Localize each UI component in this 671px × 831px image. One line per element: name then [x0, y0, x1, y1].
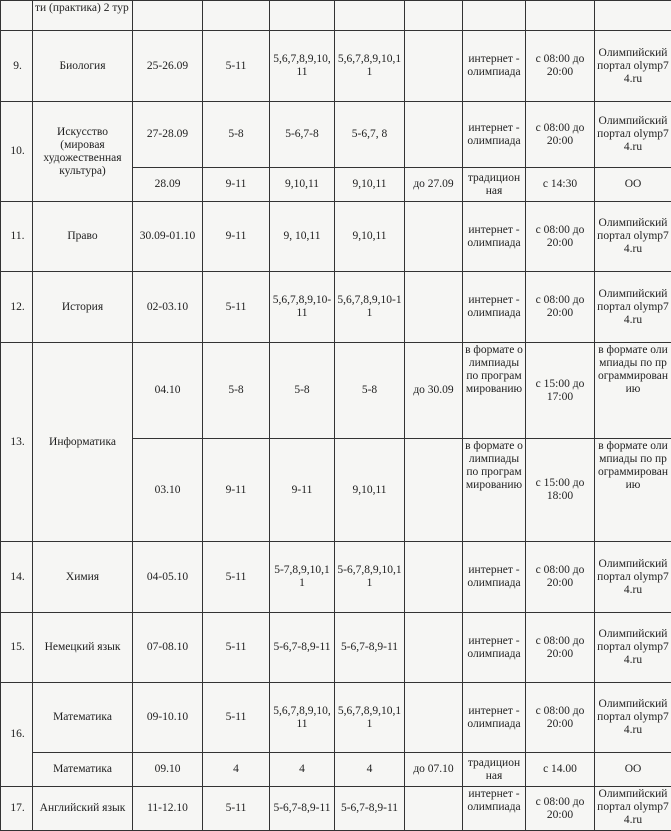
table-row: [1, 272, 671, 343]
subject-cell: Английский язык: [33, 787, 133, 831]
grades-cell: 5-7,8,9,10,11: [270, 542, 335, 613]
grades-cell: 9,10,11: [335, 168, 405, 202]
format-cell: интернет - олимпиада: [463, 31, 526, 102]
classes-cell: 5-11: [203, 683, 270, 753]
date-cell: 07-08.10: [133, 613, 203, 683]
grades-cell: 9, 10,11: [270, 202, 335, 272]
date-cell: 04-05.10: [133, 542, 203, 613]
place-cell: ОО: [595, 753, 671, 787]
classes-cell: 5-11: [203, 542, 270, 613]
date-cell: 25-26.09: [133, 31, 203, 102]
grades-cell: 5-8: [335, 343, 405, 439]
date-cell: 27-28.09: [133, 102, 203, 168]
subject-cell: Математика: [33, 753, 133, 787]
deadline-cell: [405, 31, 463, 102]
format-cell: интернет - олимпиада: [463, 272, 526, 343]
place-cell: Олимпийский портал olymp74.ru: [595, 683, 671, 753]
format-cell: интернет - олимпиада: [463, 613, 526, 683]
time-cell: с 08:00 до 20:00: [526, 542, 595, 613]
table-row: [1, 613, 671, 683]
grades-cell: 5,6,7,8,9,10-11: [335, 272, 405, 343]
subject-cell: Математика: [33, 683, 133, 753]
classes-cell: 5-11: [203, 272, 270, 343]
classes-cell: 5-8: [203, 343, 270, 439]
classes-cell: 5-8: [203, 102, 270, 168]
table-row: [1, 787, 671, 831]
time-cell: с 14.00: [526, 753, 595, 787]
classes-cell: 9-11: [203, 439, 270, 542]
format-cell: интернет - олимпиада: [463, 787, 526, 831]
date-cell: 02-03.10: [133, 272, 203, 343]
row-number: 17.: [1, 787, 33, 831]
date-cell: 03.10: [133, 439, 203, 542]
time-cell: с 08:00 до 20:00: [526, 613, 595, 683]
place-cell: в формате олимпиады по программированию: [595, 439, 671, 542]
time-cell: с 08:00 до 20:00: [526, 683, 595, 753]
grades-cell: 5,6,7,8,9,10,11: [335, 31, 405, 102]
deadline-cell: [405, 202, 463, 272]
place-cell: Олимпийский портал olymp74.ru: [595, 542, 671, 613]
date-cell: 09-10.10: [133, 683, 203, 753]
grades-cell: 5,6,7,8,9,10,11: [335, 683, 405, 753]
grades-cell: 5,6,7,8,9,10,11: [270, 683, 335, 753]
format-cell: интернет - олимпиада: [463, 102, 526, 168]
format-cell: традиционная: [463, 753, 526, 787]
format-cell: в формате олимпиады по программированию: [463, 439, 526, 542]
classes-cell: 4: [203, 753, 270, 787]
place-cell: Олимпийский портал olymp74.ru: [595, 31, 671, 102]
table-row: [1, 542, 671, 613]
format-cell: интернет - олимпиада: [463, 202, 526, 272]
grades-cell: 5-6,7-8: [270, 102, 335, 168]
row-number: 11.: [1, 202, 33, 272]
row-number: 9.: [1, 31, 33, 102]
table-row: [1, 31, 671, 102]
format-cell: традиционная: [463, 168, 526, 202]
date-cell: 04.10: [133, 343, 203, 439]
time-cell: с 15:00 до 17:00: [526, 343, 595, 439]
row-number: 16.: [1, 683, 33, 787]
grades-cell: 9,10,11: [335, 439, 405, 542]
grades-cell: 4: [335, 753, 405, 787]
deadline-cell: [405, 439, 463, 542]
table-row: [1, 102, 671, 168]
deadline-cell: [405, 272, 463, 343]
time-cell: с 08:00 до 20:00: [526, 31, 595, 102]
deadline-cell: до 07.10: [405, 753, 463, 787]
classes-cell: 5-11: [203, 787, 270, 831]
subject-cell: Информатика: [33, 343, 133, 542]
row-number: 13.: [1, 343, 33, 542]
grades-cell: 5-6,7,8,9,10,11: [335, 542, 405, 613]
grades-cell: 5,6,7,8,9,10-11: [270, 272, 335, 343]
deadline-cell: [405, 787, 463, 831]
grades-cell: 4: [270, 753, 335, 787]
place-cell: в формате олимпиады по программированию: [595, 343, 671, 439]
time-cell: с 14:30: [526, 168, 595, 202]
place-cell: Олимпийский портал olymp74.ru: [595, 202, 671, 272]
format-cell: интернет - олимпиада: [463, 542, 526, 613]
subject-cell: ти (практика) 2 тур: [33, 1, 133, 31]
grades-cell: 5-6,7-8,9-11: [335, 787, 405, 831]
subject-cell: Химия: [33, 542, 133, 613]
table-row: [1, 202, 671, 272]
date-cell: 09.10: [133, 753, 203, 787]
place-cell: Олимпийский портал olymp74.ru: [595, 102, 671, 168]
grades-cell: 9,10,11: [270, 168, 335, 202]
subject-cell: Искусство (мировая художественная культура): [33, 102, 133, 202]
date-cell: 28.09: [133, 168, 203, 202]
table-row: [1, 1, 671, 31]
grades-cell: 9-11: [270, 439, 335, 542]
deadline-cell: до 30.09: [405, 343, 463, 439]
row-number: 15.: [1, 613, 33, 683]
classes-cell: 9-11: [203, 168, 270, 202]
deadline-cell: [405, 102, 463, 168]
deadline-cell: [405, 613, 463, 683]
grades-cell: 5-6,7-8,9-11: [270, 613, 335, 683]
subject-cell: Право: [33, 202, 133, 272]
grades-cell: 5,6,7,8,9,10,11: [270, 31, 335, 102]
table-row: [1, 343, 671, 439]
deadline-cell: [405, 542, 463, 613]
deadline-cell: до 27.09: [405, 168, 463, 202]
grades-cell: 5-6,7-8,9-11: [270, 787, 335, 831]
table-row: [1, 753, 671, 787]
format-cell: интернет - олимпиада: [463, 683, 526, 753]
grades-cell: 5-8: [270, 343, 335, 439]
date-cell: 30.09-01.10: [133, 202, 203, 272]
table-row: [1, 683, 671, 753]
time-cell: с 08:00 до 20:00: [526, 787, 595, 831]
classes-cell: 5-11: [203, 613, 270, 683]
subject-cell: История: [33, 272, 133, 343]
row-number: 10.: [1, 102, 33, 202]
grades-cell: 5-6,7, 8: [335, 102, 405, 168]
row-number: 14.: [1, 542, 33, 613]
date-cell: 11-12.10: [133, 787, 203, 831]
row-number: 12.: [1, 272, 33, 343]
subject-cell: Немецкий язык: [33, 613, 133, 683]
deadline-cell: [405, 683, 463, 753]
place-cell: Олимпийский портал olymp74.ru: [595, 613, 671, 683]
classes-cell: 5-11: [203, 31, 270, 102]
place-cell: ОО: [595, 168, 671, 202]
grades-cell: 9,10,11: [335, 202, 405, 272]
time-cell: с 08:00 до 20:00: [526, 102, 595, 168]
subject-cell: Биология: [33, 31, 133, 102]
time-cell: с 15:00 до 18:00: [526, 439, 595, 542]
classes-cell: 9-11: [203, 202, 270, 272]
place-cell: Олимпийский портал olymp74.ru: [595, 272, 671, 343]
place-cell: Олимпийский портал olymp74.ru: [595, 787, 671, 831]
time-cell: с 08:00 до 20:00: [526, 272, 595, 343]
grades-cell: 5-6,7-8,9-11: [335, 613, 405, 683]
format-cell: в формате олимпиады по программированию: [463, 343, 526, 439]
time-cell: с 08:00 до 20:00: [526, 202, 595, 272]
